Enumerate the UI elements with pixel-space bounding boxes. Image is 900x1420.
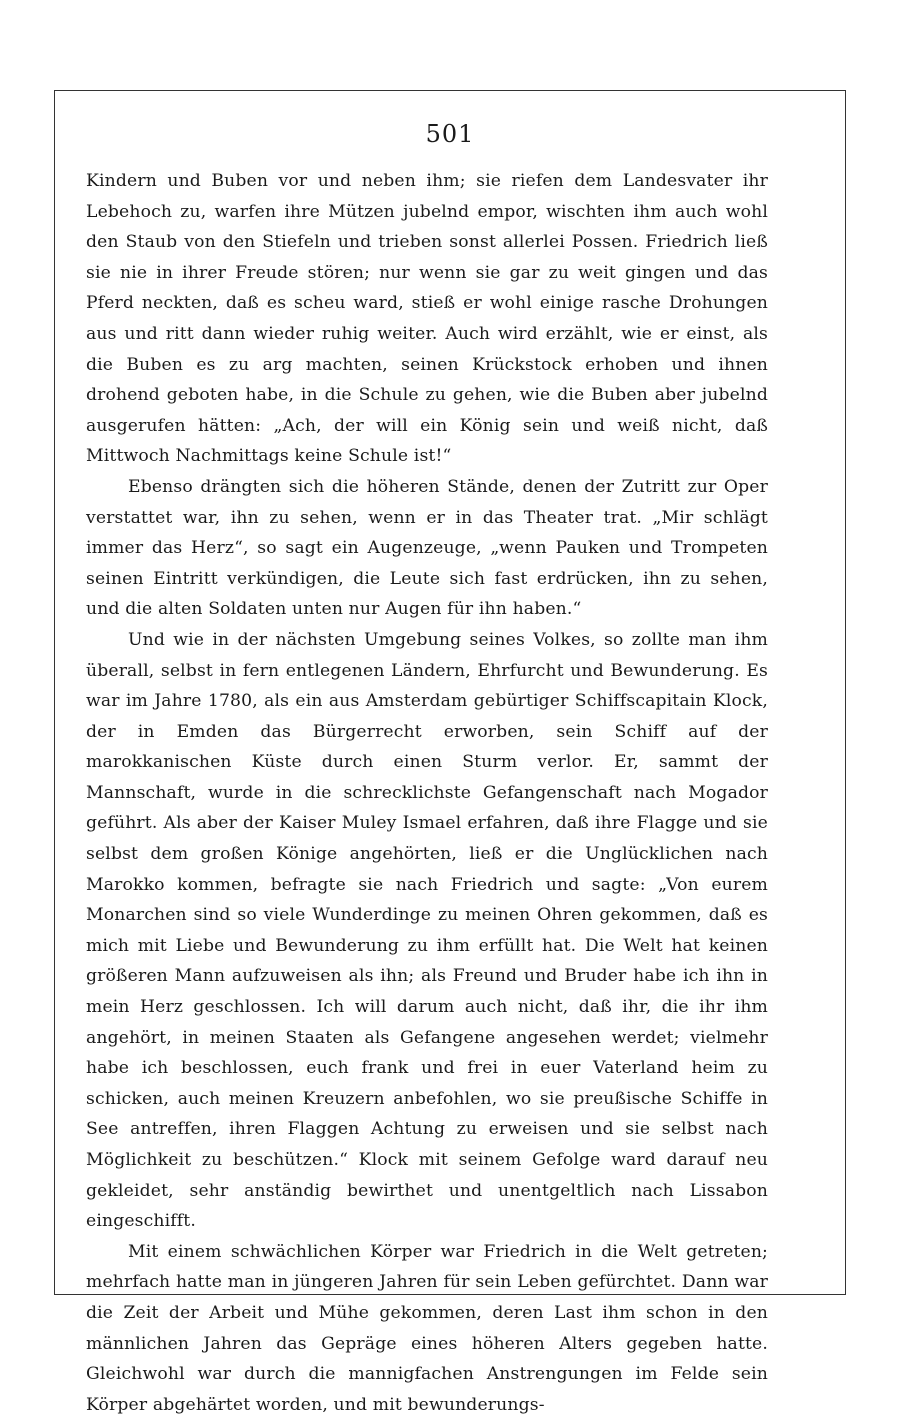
paragraph-1: Kindern und Buben vor und neben ihm; sie riefen dem Landesvater ihr Lebehoch zu, warfen ihre Mützen jubelnd empor, wischten ihm auch wohl den Staub von den Stiefeln und trieben sonst allerlei Possen. Friedrich ließ sie nie in ihrer Freude stören; nur wenn sie gar zu weit gingen und das Pferd neckten, daß es scheu ward, stieß er wohl einige rasche Drohungen aus und ritt dann wieder ruhig weiter. Auch wird erzählt, wie er einst, als die Buben es zu arg machten, seinen Krückstock erhoben und ihnen drohend geboten habe, in die Schule zu gehen, wie die Buben aber jubelnd ausgerufen hätten: „Ach, der will ein König sein und weiß nicht, daß Mittwoch Nachmittags keine Schule ist!“: [86, 171, 768, 467]
paragraph-4: Mit einem schwächlichen Körper war Friedrich in die Welt getreten; mehrfach hatte man in jüngeren Jahren für sein Leben gefürchtet. Dann war die Zeit der Arbeit und Mühe gekommen, deren Last ihm schon in den männlichen Jahren das Gepräge eines höheren Alters gegeben hatte. Gleichwohl war durch die mannigfachen Anstrengungen im Felde sein Körper abgehärtet worden, und mit bewunderungs-: [86, 1241, 768, 1415]
paragraph-2: Ebenso drängten sich die höheren Stände, denen der Zutritt zur Oper verstattet war, ihn zu sehen, wenn er in das Theater trat. „Mir schlägt immer das Herz“, so sagt ein Augenzeuge, „wenn Pauken und Trompeten seinen Eintritt verkündigen, die Leute sich fast erdrücken, ihn zu sehen, und die alten Soldaten unten nur Augen für ihn haben.“: [86, 476, 768, 620]
paragraph-3: Und wie in der nächsten Umgebung seines Volkes, so zollte man ihm überall, selbst in fern entlegenen Ländern, Ehrfurcht und Bewunderung. Es war im Jahre 1780, als ein aus Amsterdam gebürtiger Schiffscapitain Klock, der in Emden das Bürgerrecht erworben, sein Schiff auf der marokkanischen Küste durch einen Sturm verlor. Er, sammt der Mannschaft, wurde in die schrecklichste Gefangenschaft nach Mogador geführt. Als aber der Kaiser Muley Ismael erfahren, daß ihre Flagge und sie selbst dem großen Könige angehörten, ließ er die Unglücklichen nach Marokko kommen, befragte sie nach Friedrich und sagte: „Von eurem Monarchen sind so viele Wunderdinge zu meinen Ohren gekommen, daß es mich mit Liebe und Bewunderung zu ihm erfüllt hat. Die Welt hat keinen größeren Mann aufzuweisen als ihn; als Freund und Bruder habe ich ihn in mein Herz geschlossen. Ich will darum auch nicht, daß ihr, die ihr ihm angehört, in meinen Staaten als Gefangene angesehen werdet; vielmehr habe ich beschlossen, euch frank und frei in euer Vaterland heim zu schicken, auch meinen Kreuzern anbefohlen, wo sie preußische Schiffe in See antreffen, ihren Flaggen Achtung zu erweisen und sie selbst nach Möglichkeit zu beschützen.“ Klock mit seinem Gefolge ward darauf neu gekleidet, sehr anständig bewirthet und unentgeltlich nach Lissabon eingeschifft.: [86, 629, 768, 1232]
page-number: 501: [425, 120, 475, 148]
body-text: [86, 166, 768, 1420]
